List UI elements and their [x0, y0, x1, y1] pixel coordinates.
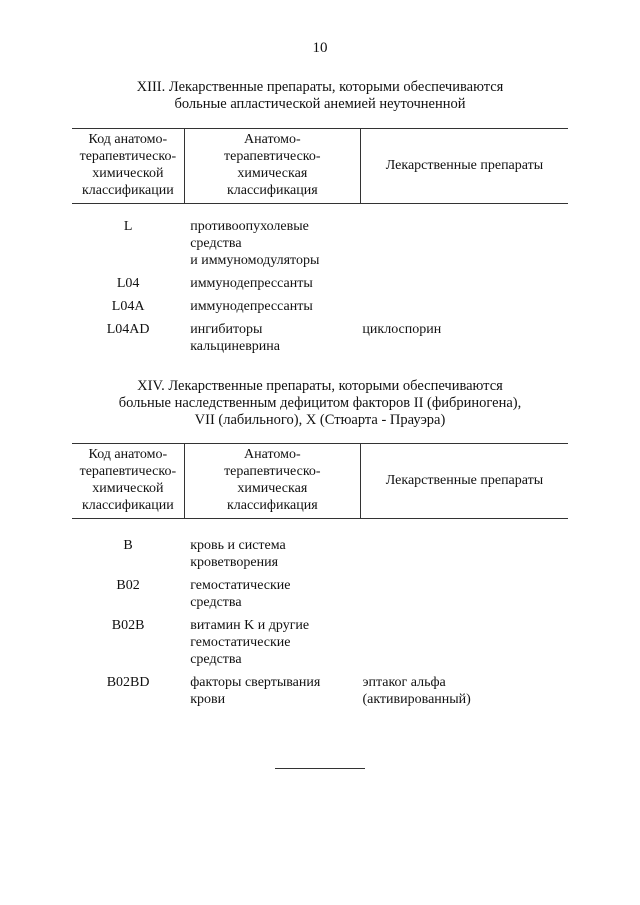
- header-line: Лекарственные препараты: [385, 472, 544, 488]
- drug-cell: [360, 292, 568, 315]
- header-line: химической: [92, 481, 164, 496]
- atc-name-line: крови: [190, 692, 226, 707]
- header-line: Анатомо-: [243, 447, 301, 462]
- header-line: Код анатомо-: [88, 447, 168, 462]
- header-line: классификации: [81, 183, 174, 198]
- table-header-row: [72, 129, 568, 204]
- header-drugs-column: [360, 129, 568, 204]
- atc-name-line: гемостатические: [190, 578, 291, 593]
- table-header-row: [72, 444, 568, 519]
- header-line: терапевтическо-: [79, 464, 177, 479]
- section-title-xiii: [72, 79, 568, 113]
- section-title-line: VII (лабильного), X (Стюарта - Прауэра): [194, 412, 446, 428]
- table-row: [72, 571, 568, 611]
- header-line: классификация: [226, 183, 318, 198]
- page-number: 10: [312, 40, 328, 56]
- drug-name: (активированный): [362, 692, 471, 707]
- section-title-xiv: [72, 378, 568, 429]
- atc-code: L04AD: [106, 322, 150, 337]
- atc-code: B: [123, 538, 133, 553]
- drug-cell: [360, 315, 568, 355]
- atc-name: [184, 315, 360, 355]
- atc-name-line: ингибиторы: [190, 322, 263, 337]
- drug-name: эптаког альфа: [362, 675, 446, 690]
- atc-code: B02BD: [106, 675, 150, 690]
- table-row: [72, 668, 568, 708]
- atc-name: [184, 611, 360, 668]
- drug-cell: [360, 668, 568, 708]
- atc-name-line: и иммуномодуляторы: [190, 253, 320, 268]
- atc-code: B02: [116, 578, 140, 593]
- atc-name-line: кроветворения: [190, 555, 279, 570]
- section-title-line: больные апластической анемией неуточненной: [174, 96, 466, 112]
- table-row: [72, 292, 568, 315]
- header-line: Код анатомо-: [88, 132, 168, 147]
- table-row: [72, 218, 568, 269]
- header-line: химическая: [237, 166, 308, 181]
- atc-code: L04A: [111, 299, 145, 314]
- atc-name-line: иммунодепрессанты: [190, 276, 313, 291]
- atc-name: [184, 571, 360, 611]
- header-line: терапевтическо-: [79, 149, 177, 164]
- section-title-line: XIII. Лекарственные препараты, которыми обеспечиваются: [136, 79, 504, 95]
- table-row: [72, 611, 568, 668]
- header-line: химической: [92, 166, 164, 181]
- atc-name: [184, 668, 360, 708]
- atc-name: [184, 269, 360, 292]
- section-title-line: XIV. Лекарственные препараты, которыми обеспечиваются: [137, 378, 503, 394]
- atc-name: [184, 218, 360, 269]
- drug-name: циклоспорин: [362, 322, 442, 337]
- header-drugs-column: [360, 444, 568, 519]
- header-line: Лекарственные препараты: [385, 157, 544, 173]
- drug-table-xiv: [72, 443, 568, 708]
- drug-cell: [360, 537, 568, 571]
- header-line: химическая: [237, 481, 308, 496]
- atc-code: B02B: [111, 618, 145, 633]
- end-rule: [275, 768, 365, 769]
- header-line: классификации: [81, 498, 174, 513]
- atc-name-line: средства: [190, 652, 242, 667]
- atc-name-line: иммунодепрессанты: [190, 299, 313, 314]
- atc-name: [184, 537, 360, 571]
- atc-name-line: противоопухолевые: [190, 219, 309, 234]
- atc-name-line: факторы свертывания: [190, 675, 321, 690]
- header-line: Анатомо-: [243, 132, 301, 147]
- atc-code: L: [123, 219, 133, 234]
- table-row: [72, 269, 568, 292]
- section-title-line: больные наследственным дефицитом факторов II (фибриногена),: [118, 395, 522, 411]
- drug-cell: [360, 571, 568, 611]
- atc-name-line: средства: [190, 236, 242, 251]
- header-name-column: [184, 444, 360, 519]
- header-line: терапевтическо-: [224, 464, 321, 479]
- header-name-column: [184, 129, 360, 204]
- table-row: [72, 315, 568, 355]
- drug-cell: [360, 269, 568, 292]
- header-line: терапевтическо-: [224, 149, 321, 164]
- atc-name-line: гемостатические: [190, 635, 291, 650]
- drug-cell: [360, 611, 568, 668]
- drug-table-xiii: [72, 128, 568, 355]
- header-code-column: [72, 129, 184, 204]
- atc-name: [184, 292, 360, 315]
- header-code-column: [72, 444, 184, 519]
- header-line: классификация: [226, 498, 318, 513]
- drug-cell: [360, 218, 568, 269]
- atc-code: L04: [116, 276, 140, 291]
- atc-name-line: витамин K и другие: [190, 618, 310, 633]
- atc-name-line: кальциневрина: [190, 339, 280, 354]
- atc-name-line: кровь и система: [190, 538, 286, 553]
- atc-name-line: средства: [190, 595, 242, 610]
- table-row: [72, 537, 568, 571]
